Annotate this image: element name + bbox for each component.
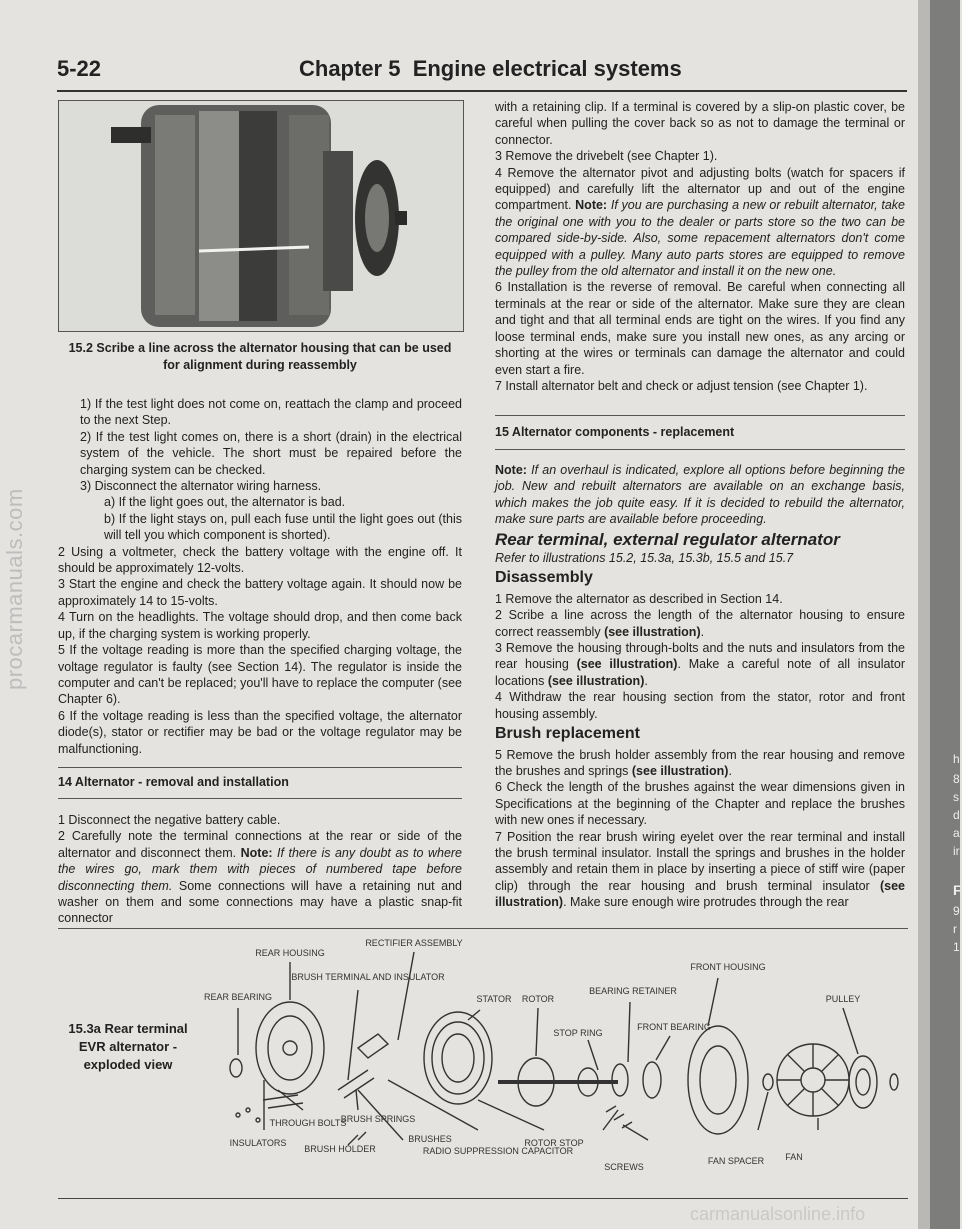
adjacent-page-glyph: 1 [953, 940, 960, 954]
paragraph [495, 829, 905, 911]
paragraph [495, 640, 905, 689]
numbered-item: 3) Disconnect the alternator wiring harness. [80, 479, 322, 494]
section-rule [495, 415, 905, 416]
photo-caption-line: 15.2 Scribe a line across the alternator housing that can be used [68, 341, 452, 355]
lettered-item: a) If the light goes out, the alternator is bad. [104, 495, 346, 510]
paragraph: 4 Withdraw the rear housing section from the stator, rotor and front housing assembly. [495, 690, 905, 721]
paragraph: 6 Check the length of the brushes against the wear dimensions given in Specifications at the beginning of the Chapter and replace the brushes with new ones if necessary. [495, 780, 905, 828]
note-text: If you are purchasing a new or rebuilt alternator, take the original one with you to the dealer or parts store so the two can be compared side-by-side. Also, some repacement alternators don't come equipped with a pulley. Many auto parts stores are equipped to remove the pulley from the old alternator and install it on the new one. [495, 198, 906, 279]
text-run: . [728, 763, 732, 778]
adjacent-page-glyph: r [953, 922, 957, 936]
adjacent-page-glyph: 8 [953, 772, 960, 786]
label-rotor-stop: ROTOR STOP [524, 1138, 584, 1148]
paragraph: 3 Start the engine and check the battery voltage again. It should now be approximately 14 to 15-volts. [58, 577, 462, 608]
section-rule [58, 767, 462, 768]
text-run: 5 Remove the brush holder assembly from the rear housing and remove the brushes and springs [495, 747, 905, 778]
diagram-caption: 15.3a Rear terminal EVR alternator - exploded view [68, 1021, 188, 1072]
paragraph [58, 828, 462, 926]
adjacent-page-glyph: a [953, 826, 960, 840]
illustration-ref: (see illustration) [604, 624, 701, 639]
illustration-ref: (see illustration) [495, 878, 905, 910]
paragraph [495, 607, 905, 640]
paragraph: 6 If the voltage reading is less than the specified voltage, the alternator diode(s), stator or rectifier may be bad or the voltage regulator may be malfunctioning. [58, 708, 462, 756]
paragraph: 2 Using a voltmeter, check the battery voltage with the engine off. It should be approximately 12-volts. [58, 544, 462, 576]
label-stop-ring: STOP RING [553, 1028, 603, 1038]
adjacent-page-glyph: s [953, 790, 959, 804]
photo-caption-line: for alignment during reassembly [163, 358, 357, 372]
subheading-brush-replacement: Brush replacement [495, 725, 640, 743]
left-column-text [58, 396, 462, 757]
label-through-bolts: THROUGH BOLTS [269, 1118, 347, 1128]
paragraph: 1 Remove the alternator as described in Section 14. [495, 591, 783, 606]
refer-line: Refer to illustrations 15.2, 15.3a, 15.3b, 15.5 and 15.7 [495, 551, 794, 566]
label-insulators: INSULATORS [229, 1138, 287, 1148]
label-bearing-retainer: BEARING RETAINER [589, 986, 677, 996]
text-run: 3 Remove the housing through-bolts and the nuts and insulators from the rear housing [495, 641, 905, 672]
page-number: 5-22 [57, 56, 102, 81]
adjacent-page-glyph: d [953, 808, 960, 822]
figure-rule [58, 928, 908, 929]
label-fan-spacer: FAN SPACER [707, 1156, 765, 1166]
illustration-ref: (see illustration) [576, 657, 678, 672]
lettered-item: b) If the light stays on, pull each fuse until the light goes out (this will tell you which component is shorted). [104, 511, 462, 543]
section-14-text [58, 812, 462, 927]
text-run: . [700, 624, 705, 639]
text-run: 4 Remove the alternator pivot and adjusting bolts (watch for spacers if equipped) and carefully lift the alternator up and out of the engine compartment. [495, 165, 905, 213]
label-brushes: BRUSHES [408, 1134, 452, 1144]
adjacent-page-glyph: h [953, 752, 960, 766]
right-column-text [495, 99, 905, 394]
side-watermark: procarmanuals.com [2, 488, 27, 690]
illustration-ref: (see illustration) [631, 763, 729, 778]
section-rule [58, 798, 462, 799]
label-radio-capacitor: RADIO SUPPRESSION CAPACITOR [422, 1146, 574, 1156]
text-run: 7 Position the rear brush wiring eyelet over the rear terminal and install the brush terminal insulator. Install the springs and brushes in the holder assembly and retain them in place by inserting a piece of stiff wire (paper clip) through the rear housing and brush terminal insulator [495, 829, 905, 893]
section-15-title: 15 Alternator components - replacement [495, 425, 735, 439]
paragraph: 3 Remove the drivebelt (see Chapter 1). [495, 149, 718, 164]
photo-caption [58, 340, 462, 374]
paragraph: 4 Turn on the headlights. The voltage should drop, and then come back up, if the charging system is working properly. [58, 610, 462, 641]
adjacent-page-strip [918, 0, 960, 1229]
note-text: If an overhaul is indicated, explore all options before beginning the job. New and rebuilt alternators are available on an exchange basis, which makes the job quite easy. If it is decided to rebuild the alternator, make sure parts are available before proceeding. [495, 463, 905, 527]
numbered-item: 2) If the test light comes on, there is a short (drain) in the electrical system of the vehicle. The short must be repaired before the charging system can be checked. [80, 429, 462, 477]
numbered-item: 1) If the test light does not come on, reattach the clamp and proceed to the next Step. [80, 397, 462, 428]
label-rear-bearing: REAR BEARING [203, 992, 273, 1002]
note-paragraph [495, 462, 905, 528]
label-pulley: PULLEY [825, 994, 861, 1004]
paragraph: 5 If the voltage reading is more than the specified charging voltage, the voltage regulator is faulty (see Section 14). The regulator is inside the computer and can't be replaced; you'll have to replace the computer (see Chapter 6). [58, 643, 462, 707]
paragraph: 6 Installation is the reverse of removal. Be careful when connecting all terminals at the rear or side of the alternator. Make sure they are clean and tight and that all terminal ends are tight on the wires. If you find any loose terminal ends, make sure you install new ones, as any arcing or shorting at the wires or terminals can damage the alternator and could even start a fire. [495, 280, 905, 377]
page-header [57, 56, 907, 86]
exploded-view-drawing [58, 930, 908, 1192]
note-label: Note: [575, 198, 608, 213]
chapter-title: Chapter 5 Engine electrical systems [299, 56, 682, 81]
alternator-photo [58, 100, 464, 332]
paragraph [495, 165, 905, 280]
note-label: Note: [495, 463, 527, 477]
section-rule [495, 449, 905, 450]
paragraph: 7 Install alternator belt and check or adjust tension (see Chapter 1). [495, 378, 868, 393]
label-rectifier-assembly: RECTIFIER ASSEMBLY [365, 938, 463, 948]
header-rule [57, 90, 907, 92]
paragraph: with a retaining clip. If a terminal is covered by a slip-on plastic cover, be careful when pulling the cover back so as not to damage the terminal or connector. [495, 100, 905, 147]
label-brush-holder: BRUSH HOLDER [304, 1144, 376, 1154]
subheading-rear-terminal: Rear terminal, external regulator alternator [495, 529, 840, 549]
paragraph: 1 Disconnect the negative battery cable. [58, 813, 281, 827]
paragraph [495, 747, 905, 780]
label-rotor: ROTOR [521, 994, 555, 1004]
note-text: If there is any doubt as to where the wires go, mark them with pieces of numbered tape before disconnecting them. [58, 845, 463, 893]
label-front-housing: FRONT HOUSING [690, 962, 766, 972]
label-brush-terminal: BRUSH TERMINAL AND INSULATOR [291, 972, 445, 982]
exploded-view-diagram [58, 930, 908, 1192]
adjacent-page-glyph: 9 [953, 904, 960, 918]
section-14-title: 14 Alternator - removal and installation [58, 775, 289, 789]
label-fan: FAN [785, 1152, 803, 1162]
bottom-watermark: carmanualsonline.info [690, 1204, 866, 1224]
section-15-text [495, 462, 905, 911]
text-run: . Make a careful note of all insulator locations [495, 657, 906, 688]
label-screws: SCREWS [604, 1162, 644, 1172]
adjacent-page-glyph: F [953, 882, 962, 898]
illustration-ref: (see illustration) [547, 673, 645, 688]
label-brush-springs: BRUSH SPRINGS [340, 1114, 416, 1124]
alternator-photo-illustration [59, 101, 463, 331]
text-run: 2 Scribe a line across the length of the alternator housing to ensure correct reassembly [495, 608, 905, 639]
note-label: Note: [240, 845, 273, 860]
text-run: 2 Carefully note the terminal connections at the rear or side of the alternator and disconnect them. [58, 829, 462, 860]
label-rear-housing: REAR HOUSING [255, 948, 325, 958]
subheading-disassembly: Disassembly [495, 569, 593, 587]
adjacent-page-glyph: ir [953, 844, 960, 858]
text-run: . [644, 673, 648, 688]
bottom-rule [58, 1198, 908, 1199]
label-front-bearing: FRONT BEARING [637, 1022, 711, 1032]
text-run: . Make sure enough wire protrudes through the rear [563, 895, 849, 910]
text-run: Some connections will have a retaining nut and washer on them and some connections may have a plastic snap-fit connector [58, 878, 462, 926]
label-stator: STATOR [476, 994, 512, 1004]
